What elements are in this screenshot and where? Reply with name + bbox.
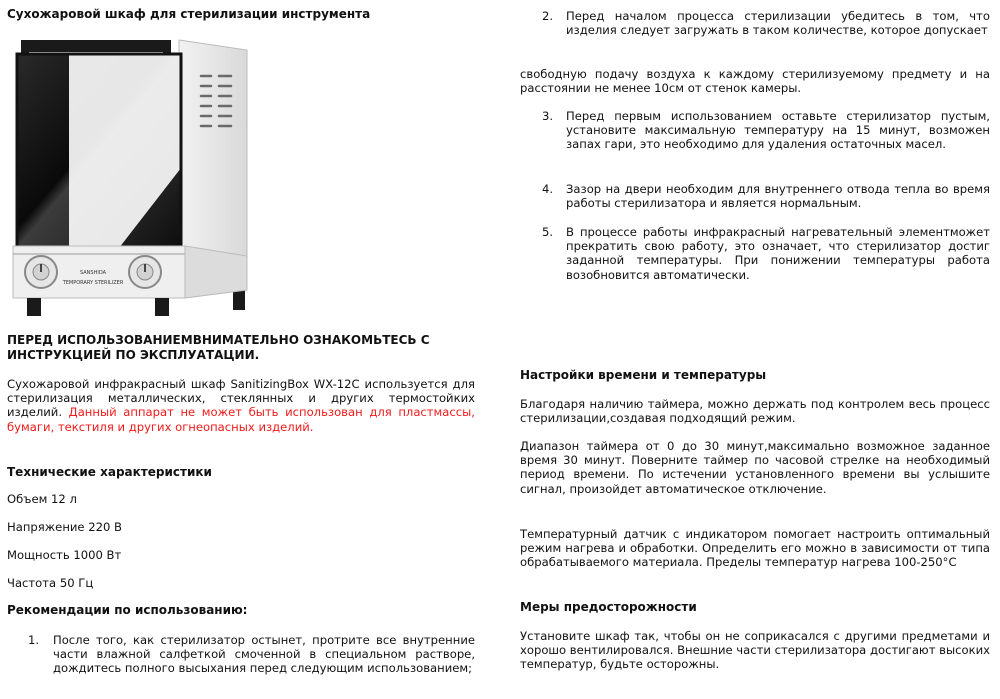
list-text: Перед началом процесса стерилизации убедитесь в том, что изделия следует загружать в таком количестве, которое допускает bbox=[566, 9, 990, 38]
list-text: После того, как стерилизатор остынет, протрите все внутренние части влажной салфеткой смоченной в специальном растворе, дождитесь полного высыхания перед следующим использованием; bbox=[53, 633, 475, 676]
spec-power: Мощность 1000 Вт bbox=[7, 548, 122, 562]
time-paragraph-2: Диапазон таймера от 0 до 30 минут,максимально возможное заданное время 30 минут. Поверните таймер по часовой стрелке на необходимый период времени. По истечении установленного времени вы услышите сигнал, произойдет автоматическое отключение. bbox=[520, 439, 990, 496]
list-text: Перед первым использованием оставьте стерилизатор пустым, установите максимальную температуру на 15 минут, возможен запах гари, это необходимо для удаления остаточных масел. bbox=[566, 109, 990, 152]
device-brand-label: SANSHIDA bbox=[79, 270, 107, 276]
list-number: 5. bbox=[542, 225, 554, 239]
list-number: 4. bbox=[542, 182, 554, 196]
time-paragraph-1: Благодаря наличию таймера, можно держать под контролем весь процесс стерилизации,создавая подходящий режим. bbox=[520, 397, 990, 426]
document-title: Сухожаровой шкаф для стерилизации инструмента bbox=[7, 7, 371, 21]
continuation-paragraph: свободную подачу воздуха к каждому стерилизуемому предмету и на расстоянии не менее 10см от стенок камеры. bbox=[520, 67, 990, 96]
time-settings-heading: Настройки времени и температуры bbox=[520, 368, 767, 382]
intro-text: Сухожаровой инфракрасный шкаф SanitizingBox WX-12C используется для стерилизация металлических, стеклянных и других термостойких изделий. bbox=[7, 377, 475, 420]
safety-heading: Меры предосторожности bbox=[520, 600, 697, 614]
list-text: В процессе работы инфракрасный нагревательный элементможет прекратить свою работу, это означает, что стерилизатор достиг заданной температуры. При понижении температуры работа возобновится автоматически. bbox=[566, 225, 990, 282]
list-number: 2. bbox=[542, 9, 554, 23]
device-model-label: TEMPORARY STERILIZER bbox=[62, 280, 124, 286]
safety-paragraph: Установите шкаф так, чтобы он не соприкасался с другими предметами и хорошо вентилировался. Внешние части стерилизатора достигают высоких температур, будьте осторожны. bbox=[520, 629, 990, 672]
spec-frequency: Частота 50 Гц bbox=[7, 576, 94, 590]
warning-heading: ПЕРЕД ИСПОЛЬЗОВАНИЕМВНИМАТЕЛЬНО ОЗНАКОМЬТЕСЬ С ИНСТРУКЦИЕЙ ПО ЭКСПЛУАТАЦИИ. bbox=[7, 333, 430, 362]
recommend-heading: Рекомендации по использованию: bbox=[7, 603, 248, 617]
sterilizer-image bbox=[9, 28, 257, 320]
spec-voltage: Напряжение 220 В bbox=[7, 520, 123, 534]
list-text: Зазор на двери необходим для внутреннего отвода тепла во время работы стерилизатора и является нормальным. bbox=[566, 182, 990, 211]
list-number: 3. bbox=[542, 109, 554, 123]
specs-heading: Технические характеристики bbox=[7, 465, 212, 479]
intro-warning: Данный аппарат не может быть использован для пластмассы, бумаги, текстиля и других огнеопасных изделий. bbox=[7, 405, 475, 434]
spec-volume: Объем 12 л bbox=[7, 492, 77, 506]
list-number: 1. bbox=[28, 633, 40, 647]
time-paragraph-3: Температурный датчик с индикатором помогает настроить оптимальный режим нагрева и обработки. Определить его можно в зависимости от типа обрабатываемого материала. Пределы температур нагрева 100-250°С bbox=[520, 527, 990, 570]
intro-paragraph bbox=[7, 377, 475, 434]
